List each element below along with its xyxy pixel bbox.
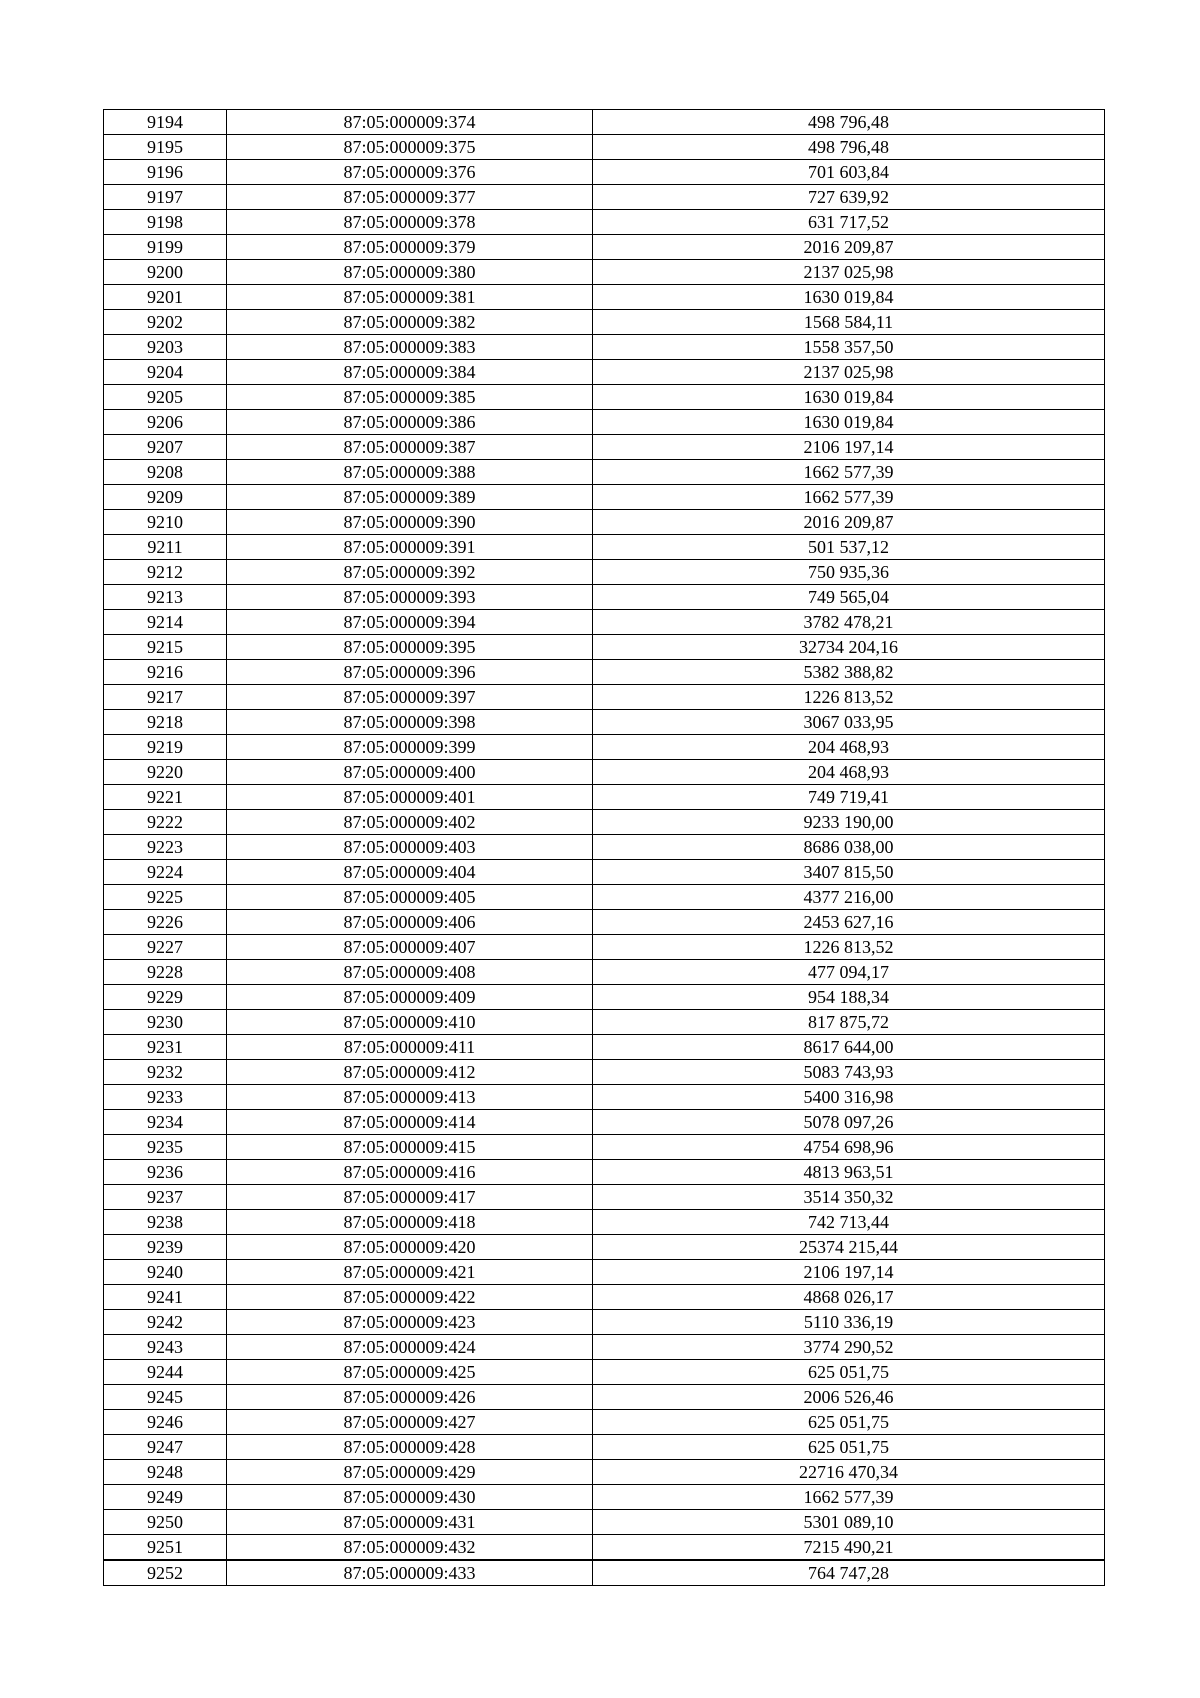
row-number-cell: 9217: [104, 685, 227, 710]
table-row: [104, 185, 1105, 210]
row-number-cell: 9214: [104, 610, 227, 635]
cadastral-number-cell: 87:05:000009:394: [227, 610, 593, 635]
cadastral-value-cell: 1662 577,39: [593, 1485, 1105, 1510]
table-row: [104, 1260, 1105, 1285]
cadastral-value-cell: 625 051,75: [593, 1410, 1105, 1435]
cadastral-number-cell: 87:05:000009:412: [227, 1060, 593, 1085]
cadastral-number-cell: 87:05:000009:386: [227, 410, 593, 435]
cadastral-number-cell: 87:05:000009:406: [227, 910, 593, 935]
cadastral-value-cell: 1662 577,39: [593, 460, 1105, 485]
cadastral-value-cell: 204 468,93: [593, 760, 1105, 785]
cadastral-number-cell: 87:05:000009:432: [227, 1535, 593, 1561]
table-row: [104, 1010, 1105, 1035]
cadastral-value-cell: 749 565,04: [593, 585, 1105, 610]
table-row: [104, 1435, 1105, 1460]
cadastral-number-cell: 87:05:000009:431: [227, 1510, 593, 1535]
row-number-cell: 9221: [104, 785, 227, 810]
table-body: [104, 110, 1105, 1586]
cadastral-number-cell: 87:05:000009:382: [227, 310, 593, 335]
cadastral-number-cell: 87:05:000009:397: [227, 685, 593, 710]
table-row: [104, 310, 1105, 335]
cadastral-number-cell: 87:05:000009:415: [227, 1135, 593, 1160]
cadastral-value-cell: 498 796,48: [593, 110, 1105, 135]
row-number-cell: 9235: [104, 1135, 227, 1160]
cadastral-value-cell: 742 713,44: [593, 1210, 1105, 1235]
row-number-cell: 9230: [104, 1010, 227, 1035]
row-number-cell: 9203: [104, 335, 227, 360]
cadastral-value-cell: 9233 190,00: [593, 810, 1105, 835]
cadastral-value-cell: 2016 209,87: [593, 235, 1105, 260]
row-number-cell: 9209: [104, 485, 227, 510]
cadastral-number-cell: 87:05:000009:380: [227, 260, 593, 285]
cadastral-number-cell: 87:05:000009:399: [227, 735, 593, 760]
table-row: [104, 535, 1105, 560]
row-number-cell: 9233: [104, 1085, 227, 1110]
row-number-cell: 9231: [104, 1035, 227, 1060]
table-row: [104, 360, 1105, 385]
row-number-cell: 9246: [104, 1410, 227, 1435]
row-number-cell: 9196: [104, 160, 227, 185]
row-number-cell: 9239: [104, 1235, 227, 1260]
table-row: [104, 935, 1105, 960]
row-number-cell: 9248: [104, 1460, 227, 1485]
row-number-cell: 9202: [104, 310, 227, 335]
row-number-cell: 9207: [104, 435, 227, 460]
cadastral-value-cell: 8686 038,00: [593, 835, 1105, 860]
table-row: [104, 1035, 1105, 1060]
cadastral-value-cell: 5110 336,19: [593, 1310, 1105, 1335]
row-number-cell: 9227: [104, 935, 227, 960]
row-number-cell: 9201: [104, 285, 227, 310]
cadastral-number-cell: 87:05:000009:388: [227, 460, 593, 485]
cadastral-number-cell: 87:05:000009:425: [227, 1360, 593, 1385]
row-number-cell: 9245: [104, 1385, 227, 1410]
row-number-cell: 9229: [104, 985, 227, 1010]
table-row: [104, 735, 1105, 760]
cadastral-number-cell: 87:05:000009:407: [227, 935, 593, 960]
row-number-cell: 9243: [104, 1335, 227, 1360]
row-number-cell: 9215: [104, 635, 227, 660]
row-number-cell: 9195: [104, 135, 227, 160]
cadastral-number-cell: 87:05:000009:376: [227, 160, 593, 185]
cadastral-number-cell: 87:05:000009:413: [227, 1085, 593, 1110]
table-row: [104, 510, 1105, 535]
table-row: [104, 1085, 1105, 1110]
table-row: [104, 385, 1105, 410]
table-row: [104, 1285, 1105, 1310]
cadastral-value-cell: 7215 490,21: [593, 1535, 1105, 1561]
table-row: [104, 1185, 1105, 1210]
cadastral-value-cell: 817 875,72: [593, 1010, 1105, 1035]
row-number-cell: 9252: [104, 1560, 227, 1586]
cadastral-number-cell: 87:05:000009:416: [227, 1160, 593, 1185]
row-number-cell: 9241: [104, 1285, 227, 1310]
cadastral-value-cell: 1568 584,11: [593, 310, 1105, 335]
table-row: [104, 1335, 1105, 1360]
table-row: [104, 160, 1105, 185]
cadastral-number-cell: 87:05:000009:428: [227, 1435, 593, 1460]
table-row: [104, 1135, 1105, 1160]
cadastral-value-cell: 4868 026,17: [593, 1285, 1105, 1310]
row-number-cell: 9211: [104, 535, 227, 560]
table-row: [104, 1510, 1105, 1535]
cadastral-value-cell: 749 719,41: [593, 785, 1105, 810]
row-number-cell: 9234: [104, 1110, 227, 1135]
table-row: [104, 235, 1105, 260]
cadastral-number-cell: 87:05:000009:429: [227, 1460, 593, 1485]
table-row: [104, 1310, 1105, 1335]
cadastral-value-cell: 5301 089,10: [593, 1510, 1105, 1535]
table-row: [104, 1235, 1105, 1260]
row-number-cell: 9199: [104, 235, 227, 260]
cadastral-number-cell: 87:05:000009:378: [227, 210, 593, 235]
cadastral-number-cell: 87:05:000009:430: [227, 1485, 593, 1510]
table-row: [104, 285, 1105, 310]
table-row: [104, 885, 1105, 910]
table-row: [104, 560, 1105, 585]
cadastral-value-cell: 1630 019,84: [593, 285, 1105, 310]
table-row: [104, 1560, 1105, 1586]
cadastral-number-cell: 87:05:000009:408: [227, 960, 593, 985]
table-row: [104, 860, 1105, 885]
cadastral-value-cell: 1226 813,52: [593, 935, 1105, 960]
table-row: [104, 685, 1105, 710]
cadastral-number-cell: 87:05:000009:410: [227, 1010, 593, 1035]
cadastral-number-cell: 87:05:000009:424: [227, 1335, 593, 1360]
row-number-cell: 9200: [104, 260, 227, 285]
row-number-cell: 9216: [104, 660, 227, 685]
table-row: [104, 1410, 1105, 1435]
cadastral-value-cell: 501 537,12: [593, 535, 1105, 560]
cadastral-value-cell: 204 468,93: [593, 735, 1105, 760]
table-row: [104, 910, 1105, 935]
row-number-cell: 9228: [104, 960, 227, 985]
cadastral-number-cell: 87:05:000009:409: [227, 985, 593, 1010]
cadastral-value-cell: 2106 197,14: [593, 435, 1105, 460]
table-row: [104, 985, 1105, 1010]
cadastral-value-cell: 1630 019,84: [593, 410, 1105, 435]
cadastral-value-cell: 701 603,84: [593, 160, 1105, 185]
cadastral-value-cell: 3774 290,52: [593, 1335, 1105, 1360]
table-row: [104, 260, 1105, 285]
cadastral-number-cell: 87:05:000009:433: [227, 1560, 593, 1586]
table-row: [104, 460, 1105, 485]
cadastral-value-cell: 1558 357,50: [593, 335, 1105, 360]
cadastral-value-cell: 631 717,52: [593, 210, 1105, 235]
table-row: [104, 335, 1105, 360]
cadastral-value-cell: 4754 698,96: [593, 1135, 1105, 1160]
table-row: [104, 1460, 1105, 1485]
table-row: [104, 410, 1105, 435]
row-number-cell: 9222: [104, 810, 227, 835]
cadastral-value-cell: 2006 526,46: [593, 1385, 1105, 1410]
cadastral-number-cell: 87:05:000009:381: [227, 285, 593, 310]
cadastral-number-cell: 87:05:000009:374: [227, 110, 593, 135]
cadastral-value-cell: 3514 350,32: [593, 1185, 1105, 1210]
table-row: [104, 660, 1105, 685]
row-number-cell: 9226: [104, 910, 227, 935]
row-number-cell: 9232: [104, 1060, 227, 1085]
row-number-cell: 9224: [104, 860, 227, 885]
row-number-cell: 9225: [104, 885, 227, 910]
row-number-cell: 9238: [104, 1210, 227, 1235]
cadastral-number-cell: 87:05:000009:396: [227, 660, 593, 685]
table-row: [104, 435, 1105, 460]
row-number-cell: 9219: [104, 735, 227, 760]
cadastral-value-cell: 954 188,34: [593, 985, 1105, 1010]
cadastral-value-cell: 4377 216,00: [593, 885, 1105, 910]
row-number-cell: 9242: [104, 1310, 227, 1335]
row-number-cell: 9198: [104, 210, 227, 235]
cadastral-number-cell: 87:05:000009:426: [227, 1385, 593, 1410]
row-number-cell: 9247: [104, 1435, 227, 1460]
cadastral-number-cell: 87:05:000009:420: [227, 1235, 593, 1260]
cadastral-number-cell: 87:05:000009:390: [227, 510, 593, 535]
table-row: [104, 710, 1105, 735]
cadastral-number-cell: 87:05:000009:400: [227, 760, 593, 785]
cadastral-value-cell: 1662 577,39: [593, 485, 1105, 510]
cadastral-value-cell: 625 051,75: [593, 1435, 1105, 1460]
table-row: [104, 1535, 1105, 1561]
table-row: [104, 210, 1105, 235]
cadastral-number-cell: 87:05:000009:375: [227, 135, 593, 160]
table-row: [104, 585, 1105, 610]
table-row: [104, 810, 1105, 835]
row-number-cell: 9206: [104, 410, 227, 435]
table-row: [104, 1360, 1105, 1385]
cadastral-value-cell: 625 051,75: [593, 1360, 1105, 1385]
cadastral-number-cell: 87:05:000009:393: [227, 585, 593, 610]
cadastral-number-cell: 87:05:000009:403: [227, 835, 593, 860]
cadastral-value-cell: 477 094,17: [593, 960, 1105, 985]
cadastral-value-cell: 3782 478,21: [593, 610, 1105, 635]
cadastral-value-cell: 8617 644,00: [593, 1035, 1105, 1060]
cadastral-number-cell: 87:05:000009:422: [227, 1285, 593, 1310]
row-number-cell: 9250: [104, 1510, 227, 1535]
row-number-cell: 9220: [104, 760, 227, 785]
cadastral-value-cell: 750 935,36: [593, 560, 1105, 585]
cadastral-number-cell: 87:05:000009:391: [227, 535, 593, 560]
cadastral-number-cell: 87:05:000009:418: [227, 1210, 593, 1235]
cadastral-value-cell: 727 639,92: [593, 185, 1105, 210]
row-number-cell: 9208: [104, 460, 227, 485]
cadastral-value-cell: 1226 813,52: [593, 685, 1105, 710]
cadastral-value-table: [103, 109, 1105, 1586]
table-row: [104, 635, 1105, 660]
table-row: [104, 485, 1105, 510]
table-row: [104, 960, 1105, 985]
row-number-cell: 9205: [104, 385, 227, 410]
table-row: [104, 135, 1105, 160]
cadastral-value-cell: 5083 743,93: [593, 1060, 1105, 1085]
row-number-cell: 9204: [104, 360, 227, 385]
cadastral-value-cell: 32734 204,16: [593, 635, 1105, 660]
cadastral-value-cell: 2106 197,14: [593, 1260, 1105, 1285]
cadastral-value-cell: 3407 815,50: [593, 860, 1105, 885]
cadastral-number-cell: 87:05:000009:427: [227, 1410, 593, 1435]
cadastral-value-cell: 4813 963,51: [593, 1160, 1105, 1185]
cadastral-number-cell: 87:05:000009:398: [227, 710, 593, 735]
row-number-cell: 9212: [104, 560, 227, 585]
row-number-cell: 9237: [104, 1185, 227, 1210]
cadastral-value-cell: 2453 627,16: [593, 910, 1105, 935]
table-row: [104, 1385, 1105, 1410]
row-number-cell: 9197: [104, 185, 227, 210]
cadastral-value-cell: 498 796,48: [593, 135, 1105, 160]
cadastral-value-cell: 2137 025,98: [593, 360, 1105, 385]
cadastral-number-cell: 87:05:000009:384: [227, 360, 593, 385]
table-row: [104, 760, 1105, 785]
cadastral-value-cell: 1630 019,84: [593, 385, 1105, 410]
cadastral-number-cell: 87:05:000009:401: [227, 785, 593, 810]
table-row: [104, 835, 1105, 860]
cadastral-number-cell: 87:05:000009:421: [227, 1260, 593, 1285]
row-number-cell: 9210: [104, 510, 227, 535]
cadastral-number-cell: 87:05:000009:411: [227, 1035, 593, 1060]
cadastral-number-cell: 87:05:000009:383: [227, 335, 593, 360]
table-row: [104, 1110, 1105, 1135]
cadastral-value-cell: 5382 388,82: [593, 660, 1105, 685]
table-row: [104, 1485, 1105, 1510]
row-number-cell: 9194: [104, 110, 227, 135]
cadastral-number-cell: 87:05:000009:379: [227, 235, 593, 260]
cadastral-value-cell: 22716 470,34: [593, 1460, 1105, 1485]
cadastral-number-cell: 87:05:000009:377: [227, 185, 593, 210]
cadastral-number-cell: 87:05:000009:417: [227, 1185, 593, 1210]
row-number-cell: 9251: [104, 1535, 227, 1561]
cadastral-number-cell: 87:05:000009:405: [227, 885, 593, 910]
table-row: [104, 1210, 1105, 1235]
table-row: [104, 110, 1105, 135]
table-row: [104, 610, 1105, 635]
row-number-cell: 9249: [104, 1485, 227, 1510]
cadastral-number-cell: 87:05:000009:395: [227, 635, 593, 660]
cadastral-number-cell: 87:05:000009:389: [227, 485, 593, 510]
cadastral-number-cell: 87:05:000009:402: [227, 810, 593, 835]
table-row: [104, 1160, 1105, 1185]
cadastral-value-cell: 2137 025,98: [593, 260, 1105, 285]
cadastral-value-cell: 5078 097,26: [593, 1110, 1105, 1135]
cadastral-value-cell: 25374 215,44: [593, 1235, 1105, 1260]
cadastral-value-cell: 5400 316,98: [593, 1085, 1105, 1110]
row-number-cell: 9213: [104, 585, 227, 610]
cadastral-number-cell: 87:05:000009:392: [227, 560, 593, 585]
cadastral-number-cell: 87:05:000009:387: [227, 435, 593, 460]
cadastral-number-cell: 87:05:000009:414: [227, 1110, 593, 1135]
cadastral-number-cell: 87:05:000009:404: [227, 860, 593, 885]
cadastral-value-cell: 2016 209,87: [593, 510, 1105, 535]
cadastral-number-cell: 87:05:000009:423: [227, 1310, 593, 1335]
row-number-cell: 9240: [104, 1260, 227, 1285]
cadastral-value-cell: 3067 033,95: [593, 710, 1105, 735]
cadastral-number-cell: 87:05:000009:385: [227, 385, 593, 410]
row-number-cell: 9223: [104, 835, 227, 860]
row-number-cell: 9236: [104, 1160, 227, 1185]
table-row: [104, 785, 1105, 810]
cadastral-value-cell: 764 747,28: [593, 1560, 1105, 1586]
table-row: [104, 1060, 1105, 1085]
row-number-cell: 9244: [104, 1360, 227, 1385]
row-number-cell: 9218: [104, 710, 227, 735]
